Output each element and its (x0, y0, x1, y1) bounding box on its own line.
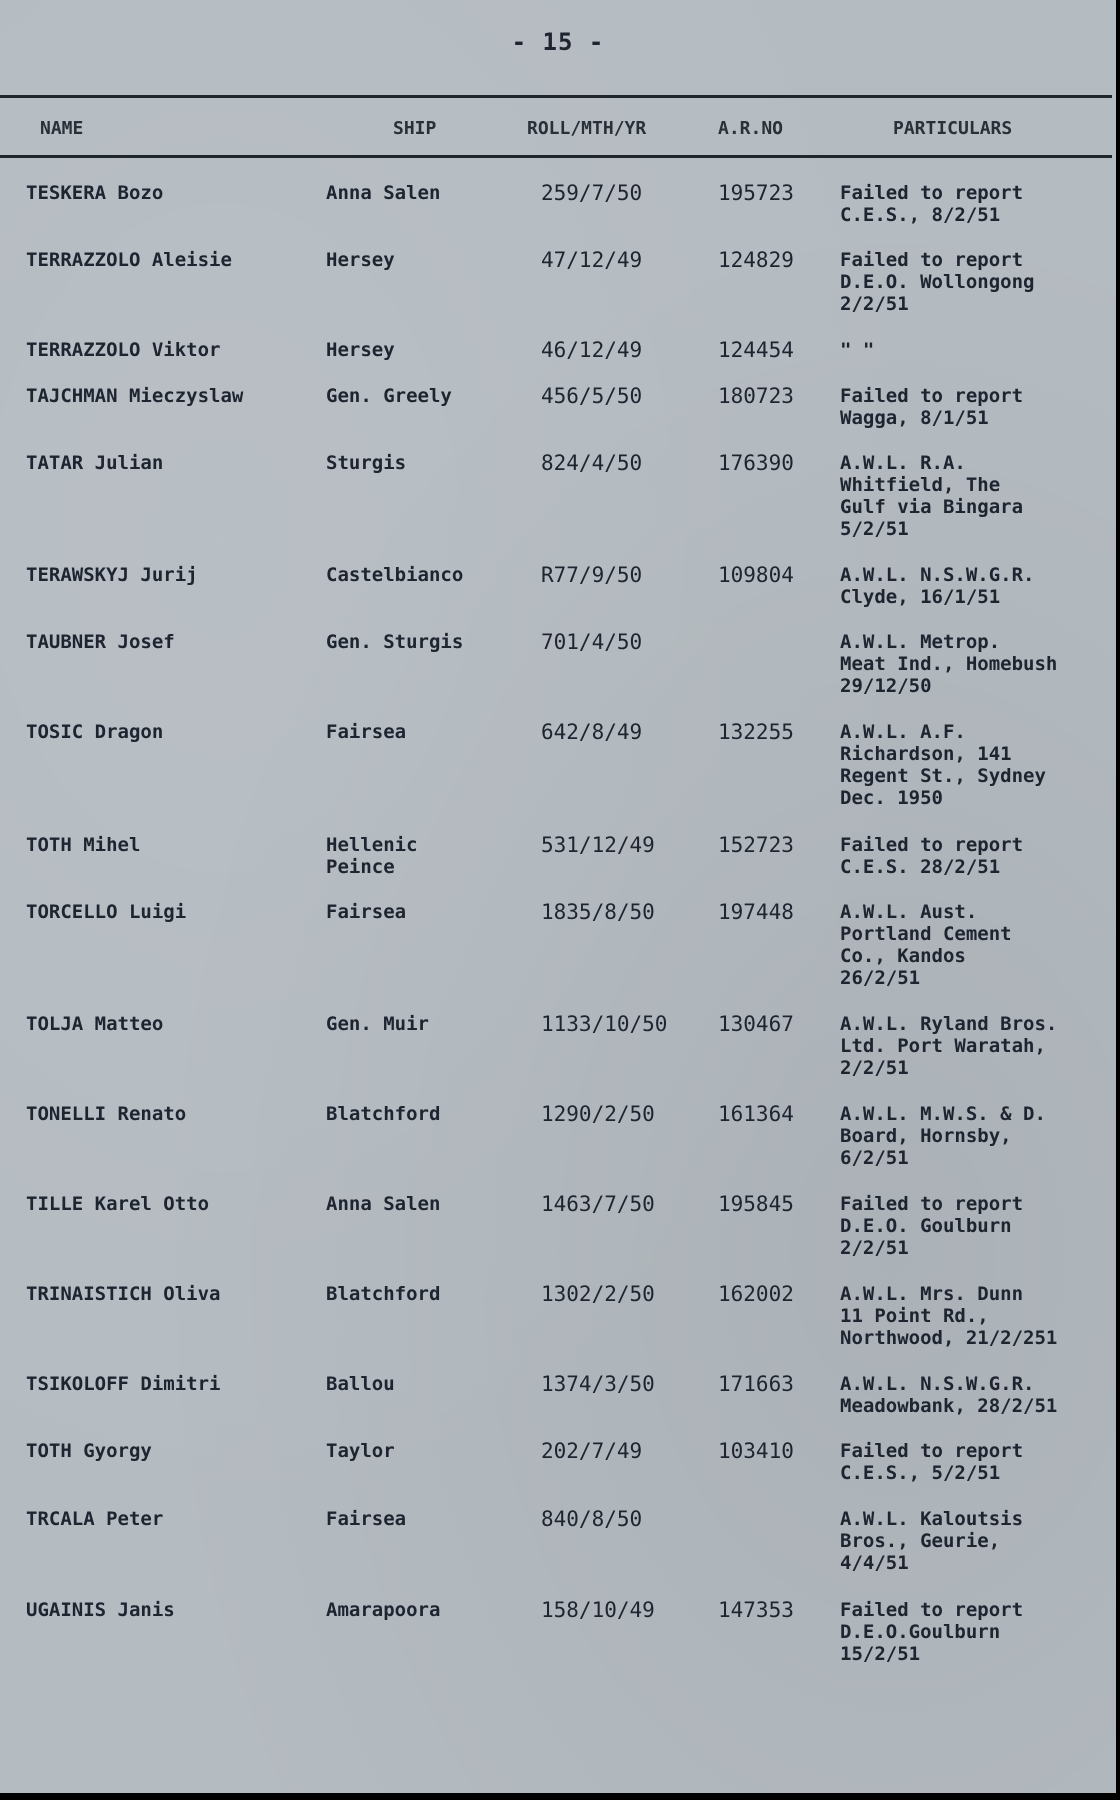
cell-ship: Fairsea (326, 1508, 407, 1530)
cell-name: TERAWSKYJ Jurij (26, 564, 198, 586)
cell-particulars: A.W.L. N.S.W.G.R. Meadowbank, 28/2/51 (840, 1373, 1058, 1417)
column-header-name: NAME (40, 118, 84, 139)
cell-ship: Sturgis (326, 452, 407, 474)
cell-particulars: A.W.L. N.S.W.G.R. Clyde, 16/1/51 (840, 564, 1035, 608)
cell-particulars: A.W.L. Aust. Portland Cement Co., Kandos 26/2/51 (840, 901, 1012, 989)
cell-ship: Blatchford (326, 1103, 441, 1125)
cell-roll: 1302/2/50 (541, 1282, 655, 1306)
header-top-rule (0, 95, 1112, 98)
cell-ship: Fairsea (326, 721, 407, 743)
cell-ar-no: 171663 (718, 1372, 794, 1396)
cell-ship: Gen. Greely (326, 385, 452, 407)
cell-ship: Fairsea (326, 901, 407, 923)
cell-ship: Blatchford (326, 1283, 441, 1305)
cell-name: TAJCHMAN Mieczyslaw (26, 385, 244, 407)
cell-ship: Gen. Sturgis (326, 631, 464, 653)
cell-ar-no: 124454 (718, 338, 794, 362)
cell-ship: Hellenic Peince (326, 834, 418, 878)
cell-roll: 1374/3/50 (541, 1372, 655, 1396)
cell-particulars: Failed to report Wagga, 8/1/51 (840, 385, 1024, 429)
cell-name: TSIKOLOFF Dimitri (26, 1373, 221, 1395)
cell-name: TOTH Gyorgy (26, 1440, 152, 1462)
page-number: - 15 - (511, 28, 605, 56)
cell-particulars: Failed to report C.E.S., 8/2/51 (840, 182, 1024, 226)
cell-ar-no: 176390 (718, 451, 794, 475)
cell-roll: 259/7/50 (541, 181, 643, 205)
cell-roll: 701/4/50 (541, 630, 643, 654)
header-bottom-rule (0, 155, 1112, 158)
cell-ship: Taylor (326, 1440, 395, 1462)
cell-particulars: A.W.L. Kaloutsis Bros., Geurie, 4/4/51 (840, 1508, 1024, 1574)
cell-name: UGAINIS Janis (26, 1599, 175, 1621)
cell-name: TERRAZZOLO Viktor (26, 339, 221, 361)
cell-roll: 824/4/50 (541, 451, 643, 475)
cell-roll: 1835/8/50 (541, 900, 655, 924)
cell-name: TATAR Julian (26, 452, 164, 474)
cell-roll: 456/5/50 (541, 384, 643, 408)
cell-particulars: Failed to report C.E.S., 5/2/51 (840, 1440, 1024, 1484)
cell-ar-no: 195723 (718, 181, 794, 205)
cell-roll: 531/12/49 (541, 833, 655, 857)
cell-ar-no: 152723 (718, 833, 794, 857)
cell-roll: 46/12/49 (541, 338, 643, 362)
cell-ship: Gen. Muir (326, 1013, 429, 1035)
cell-ar-no: 132255 (718, 720, 794, 744)
cell-ar-no: 162002 (718, 1282, 794, 1306)
cell-ship: Ballou (326, 1373, 395, 1395)
cell-ar-no: 195845 (718, 1192, 794, 1216)
cell-roll: 158/10/49 (541, 1598, 655, 1622)
column-header-particulars: PARTICULARS (893, 118, 1013, 139)
cell-name: TOSIC Dragon (26, 721, 164, 743)
cell-ar-no: 180723 (718, 384, 794, 408)
cell-name: TOTH Mihel (26, 834, 141, 856)
cell-name: TRCALA Peter (26, 1508, 164, 1530)
cell-ship: Anna Salen (326, 182, 441, 204)
cell-ar-no: 147353 (718, 1598, 794, 1622)
cell-ar-no: 124829 (718, 248, 794, 272)
cell-particulars: A.W.L. A.F. Richardson, 141 Regent St., Sydney Dec. 1950 (840, 721, 1046, 809)
cell-roll: 840/8/50 (541, 1507, 643, 1531)
cell-ar-no: 109804 (718, 563, 794, 587)
cell-ar-no: 197448 (718, 900, 794, 924)
table-header (0, 118, 1116, 148)
cell-roll: 1133/10/50 (541, 1012, 668, 1036)
cell-ship: Castelbianco (326, 564, 464, 586)
cell-particulars: A.W.L. M.W.S. & D. Board, Hornsby, 6/2/51 (840, 1103, 1046, 1169)
cell-ar-no: 103410 (718, 1439, 794, 1463)
cell-roll: R77/9/50 (541, 563, 643, 587)
cell-particulars: A.W.L. Metrop. Meat Ind., Homebush 29/12/50 (840, 631, 1058, 697)
cell-ship: Hersey (326, 339, 395, 361)
cell-particulars: Failed to report C.E.S. 28/2/51 (840, 834, 1024, 878)
cell-name: TOLJA Matteo (26, 1013, 164, 1035)
cell-ship: Hersey (326, 249, 395, 271)
column-header-ship: SHIP (393, 118, 437, 139)
cell-particulars: Failed to report D.E.O. Goulburn 2/2/51 (840, 1193, 1024, 1259)
cell-roll: 642/8/49 (541, 720, 643, 744)
cell-name: TORCELLO Luigi (26, 901, 187, 923)
cell-name: TERRAZZOLO Aleisie (26, 249, 232, 271)
cell-particulars: Failed to report D.E.O.Goulburn 15/2/51 (840, 1599, 1024, 1665)
cell-name: TAUBNER Josef (26, 631, 175, 653)
cell-ship: Anna Salen (326, 1193, 441, 1215)
column-header-roll: ROLL/MTH/YR (527, 118, 647, 139)
cell-ar-no: 161364 (718, 1102, 794, 1126)
cell-ar-no: 130467 (718, 1012, 794, 1036)
cell-name: TRINAISTICH Oliva (26, 1283, 221, 1305)
cell-particulars: " " (840, 339, 875, 361)
cell-particulars: A.W.L. Mrs. Dunn 11 Point Rd., Northwood, 21/2/251 (840, 1283, 1058, 1349)
cell-roll: 47/12/49 (541, 248, 643, 272)
cell-roll: 1290/2/50 (541, 1102, 655, 1126)
column-header-ar-no: A.R.NO (718, 118, 784, 139)
cell-particulars: A.W.L. Ryland Bros. Ltd. Port Waratah, 2/2/51 (840, 1013, 1058, 1079)
cell-roll: 1463/7/50 (541, 1192, 655, 1216)
cell-particulars: Failed to report D.E.O. Wollongong 2/2/51 (840, 249, 1035, 315)
cell-particulars: A.W.L. R.A. Whitfield, The Gulf via Bingara 5/2/51 (840, 452, 1024, 540)
cell-name: TILLE Karel Otto (26, 1193, 210, 1215)
cell-name: TESKERA Bozo (26, 182, 164, 204)
cell-name: TONELLI Renato (26, 1103, 187, 1125)
cell-ship: Amarapoora (326, 1599, 441, 1621)
cell-roll: 202/7/49 (541, 1439, 643, 1463)
